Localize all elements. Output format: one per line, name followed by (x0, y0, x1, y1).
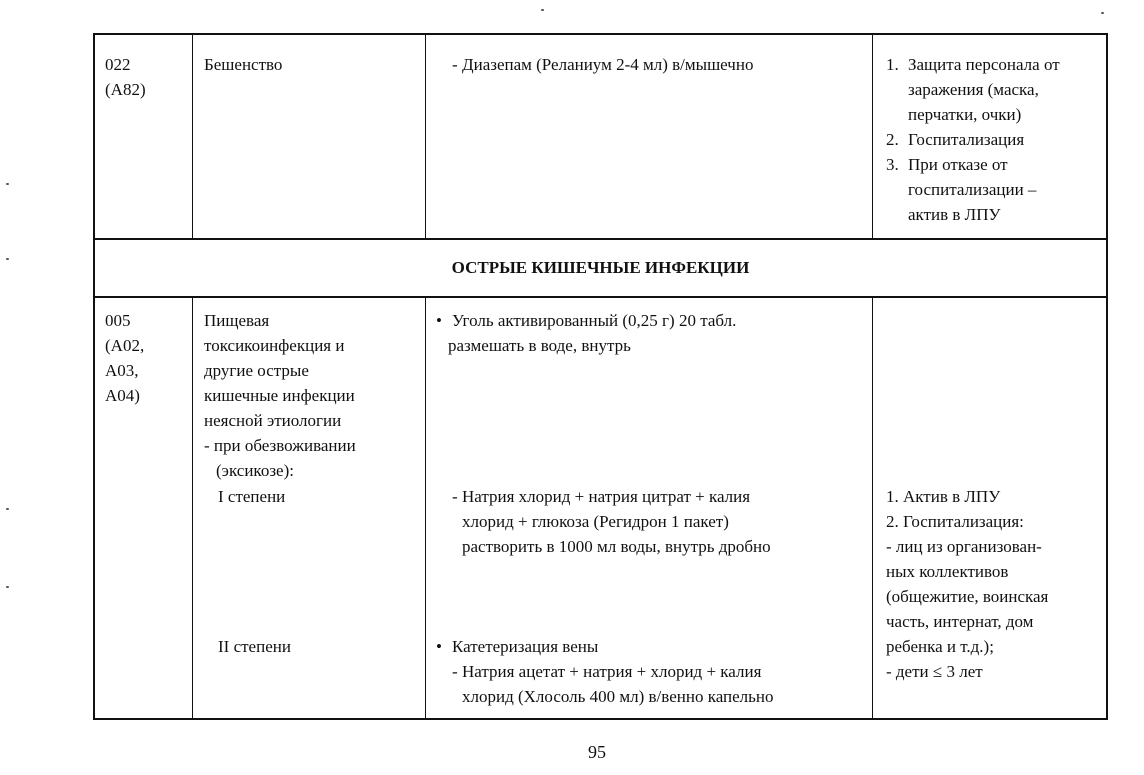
item-number: 3. (886, 155, 899, 174)
treatment-text: Уголь активированный (0,25 г) 20 табл. (452, 311, 737, 330)
tactics-item (886, 52, 1060, 77)
tactics-item: 2. Госпитализация: (886, 512, 1024, 531)
tactics-subitem: ных коллективов (886, 562, 1009, 581)
scan-speck (1101, 12, 1104, 14)
dash-item (436, 659, 774, 684)
scan-speck (6, 258, 9, 260)
treatment-text: хлорид (Хлосоль 400 мл) в/венно капельно (462, 687, 774, 706)
column-divider-1a (192, 33, 193, 239)
grade-1-treatment-block (452, 484, 771, 559)
grade-2-label (218, 634, 291, 659)
item-text: Защита персонала от (908, 55, 1060, 74)
rabies-treatment-cell (452, 52, 753, 77)
code-line: А03, (105, 361, 139, 380)
tactics-item (886, 127, 1060, 152)
dash-item (452, 484, 771, 509)
treatment-text: размешать в воде, внутрь (448, 336, 631, 355)
disease-line: токсикоинфекция и (204, 336, 345, 355)
treatment-text: Диазепам (Реланиум 2-4 мл) в/мышечно (462, 55, 754, 74)
intestinal-tactics-cell (886, 484, 1048, 684)
item-text: перчатки, очки) (908, 105, 1022, 124)
page-number: 95 (588, 742, 606, 762)
treatment-text: Натрия ацетат + натрия + хлорид + калия (462, 662, 762, 681)
scan-speck (6, 508, 9, 510)
column-divider-2a (425, 33, 426, 239)
treatment-text: хлорид + глюкоза (Регидрон 1 пакет) (462, 512, 729, 531)
column-divider-2b (425, 296, 426, 719)
intestinal-disease-cell (204, 308, 356, 483)
treatment-text: Катетеризация вены (452, 637, 599, 656)
bullet-marker: • (436, 637, 442, 656)
rabies-code-cell (105, 52, 146, 102)
treatment-text: Натрия хлорид + натрия цитрат + калия (462, 487, 751, 506)
code-line: 022 (105, 55, 131, 74)
scan-speck (6, 586, 9, 588)
tactics-subitem: - лиц из организован- (886, 537, 1042, 556)
grade-1-text: I степени (218, 487, 286, 506)
column-divider-3a (872, 33, 873, 239)
bullet-item (436, 308, 736, 333)
item-text: актив в ЛПУ (908, 205, 1001, 224)
dash-marker: - (452, 55, 458, 74)
tactics-subitem: часть, интернат, дом (886, 612, 1034, 631)
item-text: госпитализации – (908, 180, 1037, 199)
tactics-subitem: (общежитие, воинская (886, 587, 1049, 606)
scan-speck (541, 9, 544, 11)
dehydration-line: (эксикозе): (216, 461, 294, 480)
tactics-item (886, 152, 1060, 177)
table-border-top (93, 33, 1108, 35)
disease-line: кишечные инфекции (204, 386, 355, 405)
rabies-disease-cell (204, 52, 282, 77)
column-divider-3b (872, 296, 873, 719)
code-line: (А02, (105, 336, 145, 355)
general-treatment-block (436, 308, 736, 358)
scan-speck (6, 183, 9, 185)
item-text: Госпитализация (908, 130, 1025, 149)
item-text: заражения (маска, (908, 80, 1039, 99)
grade-1-label (218, 484, 285, 509)
table-border-right (1106, 33, 1108, 720)
code-line: (А82) (105, 80, 146, 99)
dehydration-line: - при обезвоживании (204, 436, 356, 455)
grade-2-text: II степени (218, 637, 291, 656)
code-line: 005 (105, 311, 131, 330)
code-line: А04) (105, 386, 140, 405)
disease-line: неясной этиологии (204, 411, 342, 430)
tactics-item: 1. Актив в ЛПУ (886, 487, 1001, 506)
disease-line: Пищевая (204, 311, 270, 330)
item-number: 2. (886, 130, 899, 149)
column-divider-1b (192, 296, 193, 719)
table-border-bottom (93, 718, 1108, 720)
section-heading: ОСТРЫЕ КИШЕЧНЫЕ ИНФЕКЦИИ (451, 258, 750, 277)
table-border-left (93, 33, 95, 720)
tactics-subitem: - дети ≤ 3 лет (886, 662, 983, 681)
intestinal-code-cell (105, 308, 144, 408)
item-text: При отказе от (908, 155, 1008, 174)
bullet-item (436, 634, 774, 659)
rabies-tactics-cell (886, 52, 1060, 227)
disease-name: Бешенство (204, 55, 283, 74)
item-number: 1. (886, 55, 899, 74)
bullet-marker: • (436, 311, 442, 330)
dash-marker: - (452, 487, 458, 506)
grade-2-treatment-block (436, 634, 774, 709)
tactics-subitem: ребенка и т.д.); (886, 637, 994, 656)
dash-marker: - (452, 662, 458, 681)
treatment-text: растворить в 1000 мл воды, внутрь дробно (462, 537, 771, 556)
disease-line: другие острые (204, 361, 309, 380)
treatment-item (452, 52, 753, 77)
